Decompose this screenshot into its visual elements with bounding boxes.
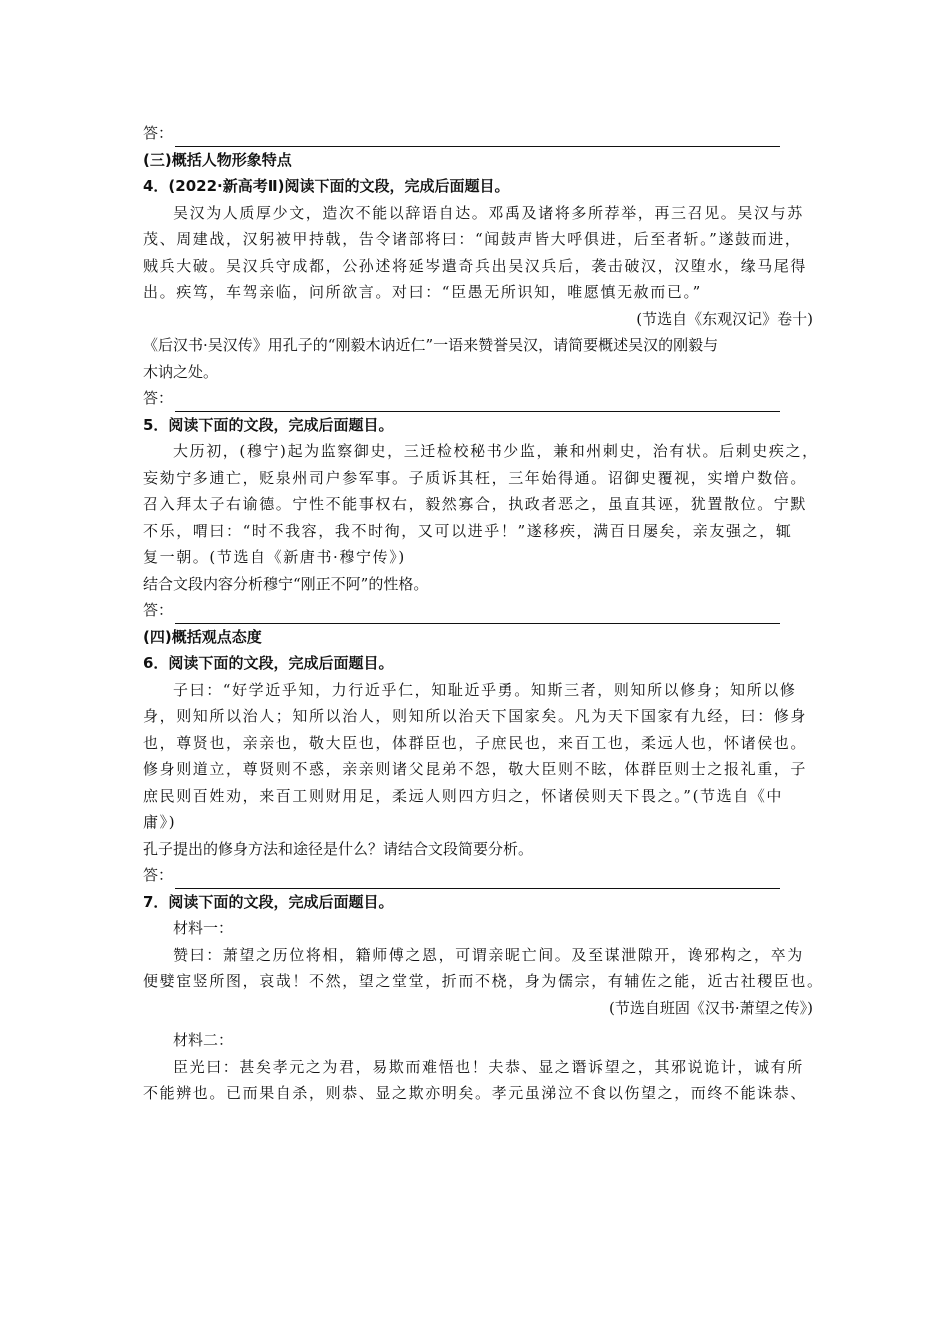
q4-passage-line-3: 贼兵大破。吴汉兵守成都，公孙述将延岑遣奇兵出吴汉兵后，袭击破汉，汉堕水，缘马尾得 bbox=[143, 256, 808, 275]
q5-passage-line-4: 不乐，喟曰：“时不我容，我不时徇，又可以进乎！”遂移疾，满百日屡矣，亲友强之，辄 bbox=[143, 521, 793, 540]
q6-passage-line-3: 也，尊贤也，亲亲也，敬大臣也，体群臣也，子庶民也，来百工也，柔远人也，怀诸侯也。 bbox=[143, 733, 808, 752]
q6-passage-line-1: 子曰：“好学近乎知，力行近乎仁，知耻近乎勇。知斯三者，则知所以修身；知所以修 bbox=[173, 680, 797, 699]
section-heading-4: (四)概括观点态度 bbox=[143, 627, 262, 646]
answer-rule bbox=[175, 130, 780, 147]
answer-rule bbox=[175, 872, 780, 889]
question-6-title: 6．阅读下面的文段，完成后面题目。 bbox=[143, 654, 394, 672]
answer-line-q6 bbox=[143, 862, 813, 889]
q7-material1-source: (节选自班固《汉书·萧望之传》) bbox=[609, 998, 813, 1017]
q5-passage-line-3: 召入拜太子右谕德。宁性不能事权右，毅然寡合，执政者恶之，虽直其诬，犹置散位。宁默 bbox=[143, 495, 808, 513]
q5-question-line-1: 结合文段内容分析穆宁“刚正不阿”的性格。 bbox=[143, 574, 429, 593]
question-5-title: 5．阅读下面的文段，完成后面题目。 bbox=[143, 415, 394, 434]
answer-label: 答： bbox=[143, 866, 174, 884]
q7-material2-label: 材料二： bbox=[173, 1031, 234, 1049]
answer-label: 答： bbox=[143, 601, 174, 619]
q6-passage-line-6: 庸》) bbox=[143, 813, 177, 831]
q4-passage-line-2: 茂、周建战，汉躬被甲持戟，告令诸部将曰：“闻鼓声皆大呼俱进，后至者斩。”遂鼓而进， bbox=[143, 230, 802, 248]
answer-line-q5 bbox=[143, 597, 813, 624]
q4-source: (节选自《东观汉记》卷十) bbox=[636, 309, 813, 328]
question-4-title: 4．(2022·新高考Ⅱ)阅读下面的文段，完成后面题目。 bbox=[143, 177, 510, 195]
q7-material1-label: 材料一： bbox=[173, 919, 234, 937]
q5-passage-line-1: 大历初，(穆宁)起为监察御史，三迁检校秘书少监，兼和州刺史，治有状。后刺史疾之， bbox=[173, 442, 819, 460]
q4-question-line-1: 《后汉书·吴汉传》用孔子的“刚毅木讷近仁”一语来赞誉吴汉，请简要概述吴汉的刚毅与 bbox=[143, 336, 719, 354]
q5-passage-line-2: 妄劾宁多逋亡，贬泉州司户参军事。子质诉其枉，三年始得通。诏御史覆视，实增户数倍。 bbox=[143, 468, 808, 487]
question-7-title: 7．阅读下面的文段，完成后面题目。 bbox=[143, 892, 394, 911]
section-heading-3: (三)概括人物形象特点 bbox=[143, 150, 292, 169]
answer-line-q3 bbox=[143, 120, 813, 147]
q7-material1-line-2: 便嬖宦竖所图，哀哉！不然，望之堂堂，折而不桡，身为儒宗，有辅佐之能，近古社稷臣也。 bbox=[143, 972, 824, 990]
q4-passage-line-1: 吴汉为人质厚少文，造次不能以辞语自达。邓禹及诸将多所荐举，再三召见。吴汉与苏 bbox=[173, 203, 804, 222]
q6-passage-line-5: 庶民则百姓劝，来百工则财用足，柔远人则四方归之，怀诸侯则天下畏之。”(节选自《中 bbox=[143, 786, 784, 805]
answer-line-q4 bbox=[143, 385, 813, 412]
answer-label: 答： bbox=[143, 124, 174, 142]
q6-passage-line-2: 身，则知所以治人；知所以治人，则知所以治天下国家矣。凡为天下国家有九经，曰：修身 bbox=[143, 707, 808, 725]
q7-material2-line-2: 不能辨也。已而果自杀，则恭、显之欺亦明矣。孝元虽涕泣不食以伤望之，而终不能诛恭、 bbox=[143, 1084, 808, 1102]
q4-question-line-2: 木讷之处。 bbox=[143, 362, 219, 381]
q6-question-line-1: 孔子提出的修身方法和途径是什么？请结合文段简要分析。 bbox=[143, 839, 534, 858]
answer-label: 答： bbox=[143, 389, 174, 407]
answer-rule bbox=[175, 607, 780, 624]
q7-material2-line-1: 臣光曰：甚矣孝元之为君，易欺而难悟也！夫恭、显之谮诉望之，其邪说诡计，诚有所 bbox=[173, 1057, 804, 1076]
q6-passage-line-4: 修身则道立，尊贤则不惑，亲亲则诸父昆弟不怨，敬大臣则不眩，体群臣则士之报礼重，子 bbox=[143, 760, 808, 778]
q4-passage-line-4: 出。疾笃，车驾亲临，问所欲言。对曰：“臣愚无所识知，唯愿慎无赦而已。” bbox=[143, 283, 702, 301]
q7-material1-line-1: 赞曰：萧望之历位将相，籍师傅之恩，可谓亲昵亡间。及至谋泄隙开，谗邪构之，卒为 bbox=[173, 945, 804, 964]
q5-passage-line-5: 复一朝。(节选自《新唐书·穆宁传》) bbox=[143, 548, 406, 566]
document-page bbox=[143, 120, 824, 1107]
answer-rule bbox=[175, 395, 780, 412]
